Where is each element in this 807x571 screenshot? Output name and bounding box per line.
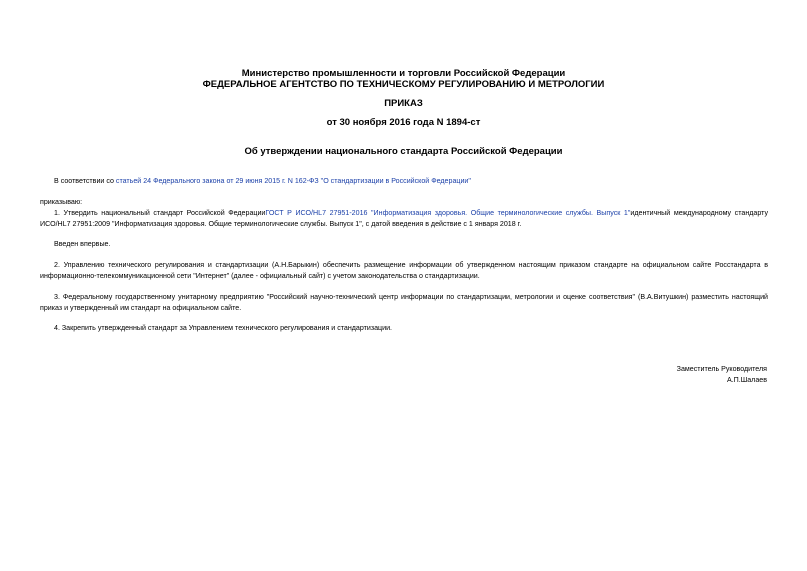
signatory-name: А.П.Шалаев <box>726 376 767 384</box>
order-word: приказываю: <box>40 198 83 206</box>
federal-law-link[interactable]: статьей 24 Федерального закона от 29 июня 2015 г. N 162-ФЗ "О стандартизации в Российской Федерации" <box>115 177 471 185</box>
item-3-paragraph: 3. Федеральному государственному унитарному предприятию "Российский научно-технический центр информации по стандартизации, метрологии и оценке соответствия" (В.А.Витушкин) разместить настоящий приказ и утвержденный им стандарт на официальном сайте. <box>40 293 768 312</box>
preamble-prefix: В соответствии со <box>54 177 116 185</box>
document-type: ПРИКАЗ <box>384 98 423 109</box>
preamble-paragraph <box>40 176 768 187</box>
item-1-suffix: идентичный международному стандарту ИСО/HL7 27951:2009 "Информатизация здоровья. Общие терминологические службы. Выпуск 1", с датой введения в действие с 1 января 2018 г. <box>40 209 768 228</box>
agency-title: ФЕДЕРАЛЬНОЕ АГЕНТСТВО ПО ТЕХНИЧЕСКОМУ РЕГУЛИРОВАНИЮ И МЕТРОЛОГИИ <box>202 79 605 90</box>
item-1-prefix: 1. Утвердить национальный стандарт Российской Федерации <box>54 209 266 217</box>
signatory-position: Заместитель Руководителя <box>676 365 767 373</box>
standard-link[interactable]: ГОСТ Р ИСО/HL7 27951-2016 "Информатизация здоровья. Общие терминологические службы. Выпуск 1" <box>265 209 631 217</box>
item-1-paragraph <box>40 208 768 229</box>
item-2-paragraph: 2. Управлению технического регулирования и стандартизации (А.Н.Барыкин) обеспечить размещение информации об утвержденном настоящим приказом стандарте на официальном сайте Росстандарта в информационно-телекоммуникационной сети "Интернет" (далее - официальный сайт) с учетом законодательства о стандартизации. <box>40 261 768 280</box>
introduced-note: Введен впервые. <box>54 240 111 248</box>
ministry-title: Министерство промышленности и торговли Российской Федерации <box>241 68 566 79</box>
document-subject: Об утверждении национального стандарта Российской Федерации <box>244 146 563 157</box>
item-4-paragraph: 4. Закрепить утвержденный стандарт за Управлением технического регулирования и стандартизации. <box>54 324 393 332</box>
document-date-number: от 30 ноября 2016 года N 1894-ст <box>326 117 481 128</box>
